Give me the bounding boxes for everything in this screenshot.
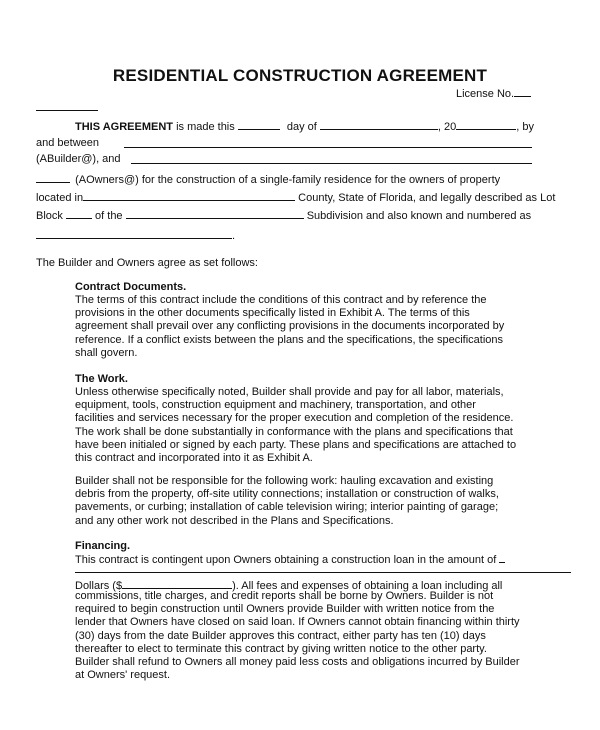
year-blank[interactable] — [456, 119, 516, 130]
of-the-text: of the — [95, 210, 123, 222]
located-in-text: located in — [36, 192, 84, 204]
paragraph-line: commissions, title charges, and credit reports shall be borne by Owners. Builder is not — [75, 590, 494, 602]
builder-label: (ABuilder@), and — [36, 153, 121, 165]
owners-label: (AOwners@) for the construction of a single-family residence for the owners of property — [75, 174, 501, 186]
agree-intro: The Builder and Owners agree as set follows: — [36, 257, 258, 269]
county-blank[interactable] — [83, 190, 295, 201]
loan-amount-words-blank[interactable] — [75, 562, 571, 573]
license-label: License No. — [456, 88, 515, 100]
dollars-amount-blank[interactable] — [122, 578, 232, 589]
owners-name-blank[interactable] — [36, 172, 70, 183]
paragraph-line: Builder shall refund to Owners all money paid less costs and obligations incurred by Builder — [75, 656, 520, 669]
day-of-text: day of — [286, 121, 317, 133]
located-line — [36, 190, 555, 205]
contract-documents-paragraph — [75, 294, 573, 360]
work-paragraph-2 — [75, 475, 573, 528]
paragraph-line: reference. If a conflict exists between the plans and the specifications, the specifications — [75, 333, 504, 346]
paragraph-line: The terms of this contract include the conditions of this contract and by reference the — [75, 294, 487, 306]
paragraph-line: lender that Owners have closed on said loan. If Owners cannot obtain financing within thirty — [75, 616, 520, 629]
day-blank[interactable] — [238, 119, 280, 130]
address-blank[interactable] — [36, 228, 232, 239]
work-heading: The Work. — [75, 373, 128, 385]
by-text: , by — [516, 121, 535, 133]
financing-heading: Financing. — [75, 540, 130, 552]
abuilder-line — [36, 153, 121, 166]
opening-line-1 — [75, 119, 534, 134]
county-state-text: County, State of Florida, and legally described as Lot — [298, 192, 556, 204]
document-title: RESIDENTIAL CONSTRUCTION AGREEMENT — [112, 66, 488, 85]
year-prefix: , 20 — [437, 121, 457, 133]
subdivision-text: Subdivision and also known and numbered as — [306, 210, 532, 222]
builder-name-blank[interactable] — [131, 163, 532, 164]
financing-paragraph — [75, 590, 573, 682]
month-blank[interactable] — [320, 119, 438, 130]
work-paragraph-1 — [75, 386, 573, 465]
license-blank[interactable] — [514, 86, 531, 97]
paragraph-line: provisions in the other documents specifically listed in Exhibit A. The terms of this — [75, 307, 470, 320]
address-period: . — [232, 230, 236, 242]
this-agreement-label: THIS AGREEMENT — [75, 121, 173, 133]
party-one-blank[interactable] — [124, 147, 532, 148]
paragraph-line: pavements, or curbing; installation of cable television wiring; interior painting of garage; — [75, 501, 499, 514]
paragraph-line: Builder shall not be responsible for the following work: hauling excavation and existing — [75, 475, 494, 487]
paragraph-line: shall govern. — [75, 346, 138, 359]
paragraph-line: (30) days from the date Builder approves this contract, either party has ten (10) days — [75, 629, 486, 642]
paragraph-line: have been initialed or signed by each party. These plans and specifications are attached to — [75, 438, 517, 451]
paragraph-line: equipment, tools, construction equipment and machinery, transportation, and other — [75, 399, 476, 412]
paragraph-line: facilities and services necessary for the proper execution and completion of the residence. — [75, 412, 514, 425]
contract-documents-heading: Contract Documents. — [75, 281, 187, 293]
dollars-open-text: Dollars ($ — [75, 580, 123, 592]
paragraph-line: required to begin construction until Owners provide Builder with written notice from the — [75, 603, 495, 616]
made-this-text: is made this — [176, 121, 235, 133]
subdivision-blank[interactable] — [126, 208, 304, 219]
paragraph-line: The work shall be done substantially in conformance with the plans and specifications that — [75, 425, 513, 438]
address-line — [36, 228, 235, 243]
top-left-blank[interactable] — [36, 110, 98, 111]
paragraph-line: agreement shall prevail over any conflicting provisions in the documents incorporated by — [75, 320, 505, 333]
license-field[interactable] — [456, 86, 531, 101]
paragraph-line: and any other work not described in the Plans and Specifications. — [75, 514, 394, 527]
loan-amount-text: This contract is contingent upon Owners obtaining a construction loan in the amount of — [75, 554, 497, 566]
dollars-rest-text: ). All fees and expenses of obtaining a loan including all — [232, 580, 503, 592]
aowners-line — [36, 172, 500, 187]
paragraph-line: at Owners' request. — [75, 669, 171, 682]
block-text: Block — [36, 210, 63, 222]
paragraph-line: this contract and incorporated into it as Exhibit A. — [75, 452, 313, 465]
paragraph-line: debris from the property, off-site utility connections; installation or construction of walks, — [75, 488, 499, 501]
and-between-line — [36, 137, 99, 150]
block-line — [36, 208, 531, 223]
block-blank[interactable] — [66, 208, 92, 219]
paragraph-line: Unless otherwise specifically noted, Builder shall provide and pay for all labor, materials, — [75, 386, 504, 398]
and-between-text: and between — [36, 137, 99, 149]
paragraph-line: thereafter to elect to terminate this contract by giving written notice to the other party. — [75, 642, 487, 655]
